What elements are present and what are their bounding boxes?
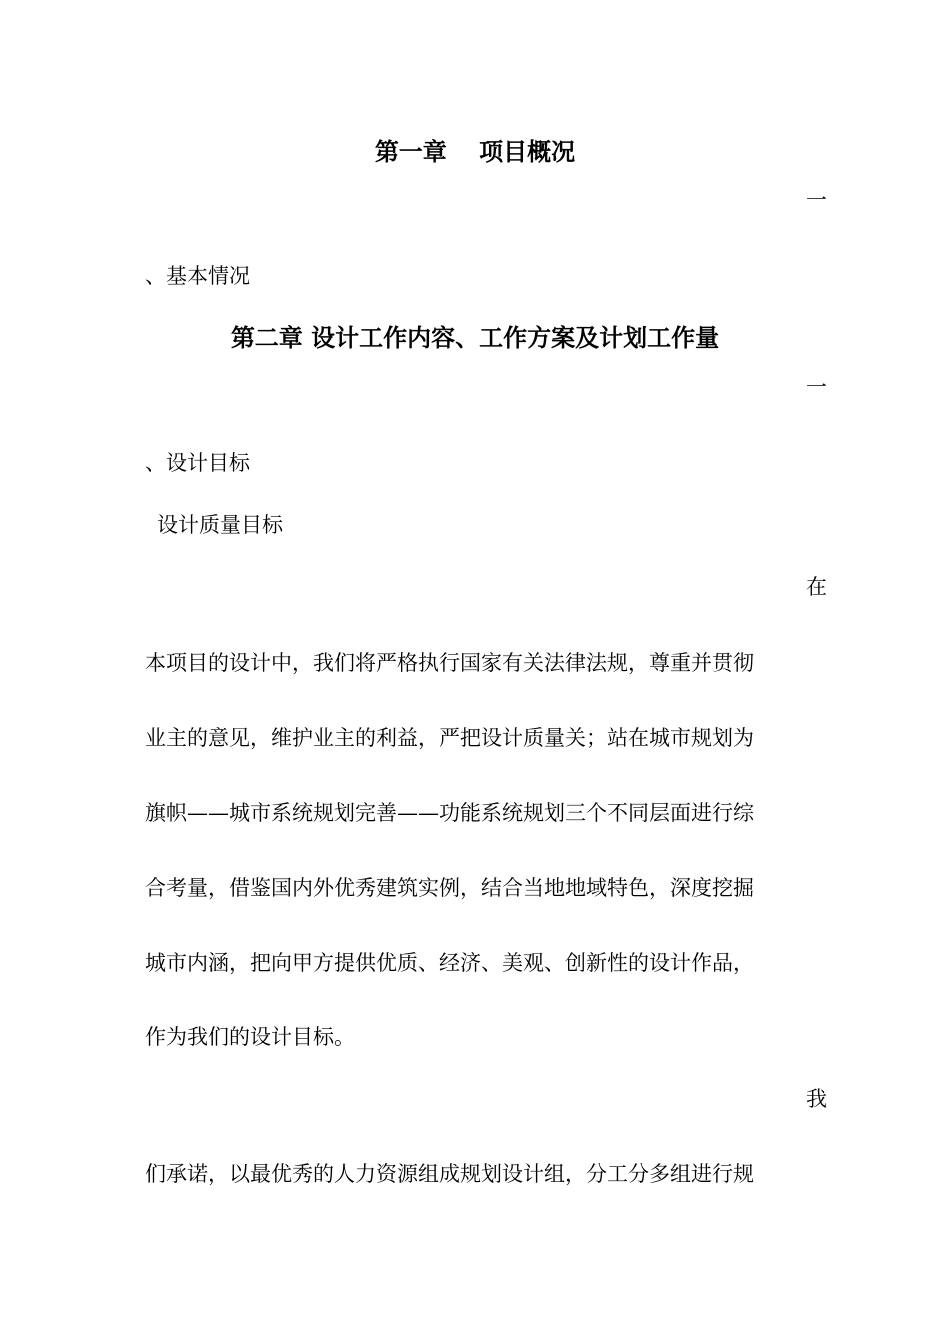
chapter-1-trailing-char: 一 [806,188,827,212]
paragraph-2-lead-char: 我 [806,1087,827,1111]
paragraph-1-lead-char: 在 [806,575,827,599]
chapter-2-trailing-char: 一 [806,375,827,399]
chapter-1-title: 第一章 项目概况 [374,138,576,166]
section-design-goal: 、设计目标 [145,451,250,475]
paragraph-1-line: 旗帜——城市系统规划完善——功能系统规划三个不同层面进行综 [145,801,754,825]
section-basic-info: 、基本情况 [145,264,250,288]
paragraph-1-line: 本项目的设计中，我们将严格执行国家有关法律法规，尊重并贯彻 [145,651,754,675]
paragraph-1-line: 作为我们的设计目标。 [145,1025,355,1049]
paragraph-1-line: 合考量，借鉴国内外优秀建筑实例，结合当地地域特色，深度挖掘 [145,876,754,900]
chapter-2-title: 第二章 设计工作内容、工作方案及计划工作量 [230,324,720,352]
paragraph-2-line: 们承诺，以最优秀的人力资源组成规划设计组，分工分多组进行规 [145,1162,754,1186]
subsection-design-quality-goal: 设计质量目标 [157,513,283,537]
paragraph-1-line: 城市内涵，把向甲方提供优质、经济、美观、创新性的设计作品， [145,951,754,975]
paragraph-1-line: 业主的意见，维护业主的利益，严把设计质量关；站在城市规划为 [145,726,754,750]
